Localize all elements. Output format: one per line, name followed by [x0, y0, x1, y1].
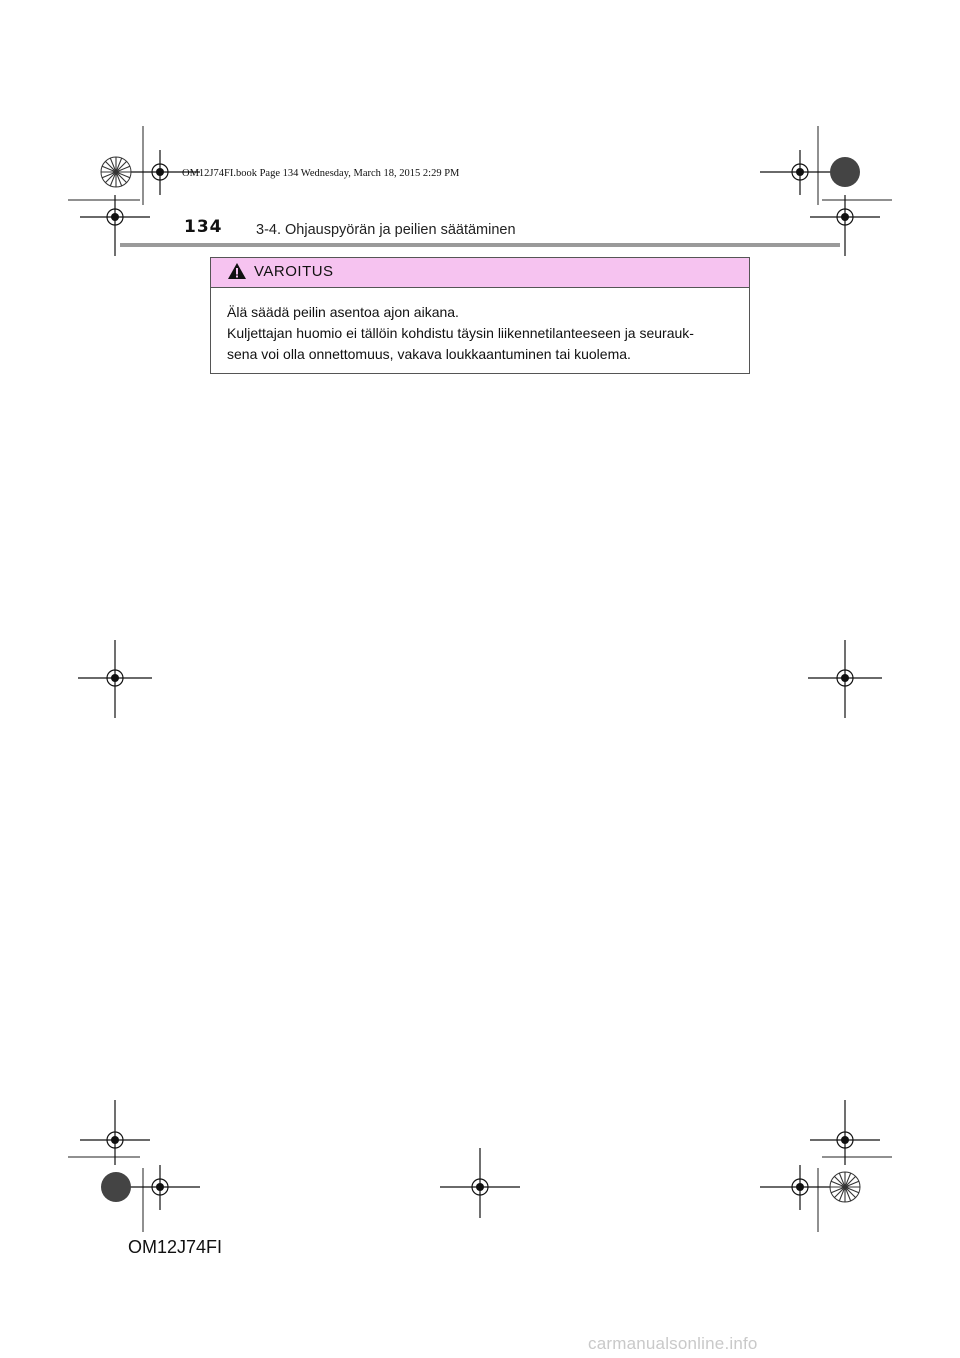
crosshair-bottom-right-outer — [810, 1100, 880, 1165]
star-target-bottom-right — [830, 1172, 860, 1202]
warning-line: Kuljettajan huomio ei tällöin kohdistu täysin liikennetilanteeseen ja seurauk- — [227, 325, 694, 341]
solid-target-bottom-left — [101, 1172, 131, 1202]
solid-target-top-right — [830, 157, 860, 187]
page-number: 134 — [184, 217, 223, 237]
footer-manual-code: OM12J74FI — [128, 1237, 223, 1257]
warning-box — [210, 257, 750, 374]
crosshair-bottom-left-outer — [80, 1100, 150, 1165]
warning-body — [227, 302, 741, 365]
warning-title: VAROITUS — [254, 263, 334, 280]
warning-line: Älä säädä peilin asentoa ajon aikana. — [227, 304, 459, 320]
book-info-slug: OM12J74FI.book Page 134 Wednesday, March 18, 2015 2:29 PM — [182, 168, 460, 179]
watermark: carmanualsonline.info — [588, 1334, 758, 1353]
warning-header — [211, 258, 749, 288]
warning-line: sena voi olla onnettomuus, vakava loukkaantuminen tai kuolema. — [227, 346, 631, 362]
star-target-top-left — [101, 157, 131, 187]
header-rule — [120, 243, 840, 247]
section-title: 3-4. Ohjauspyörän ja peilien säätäminen — [256, 222, 516, 238]
warning-triangle-icon — [227, 262, 247, 280]
